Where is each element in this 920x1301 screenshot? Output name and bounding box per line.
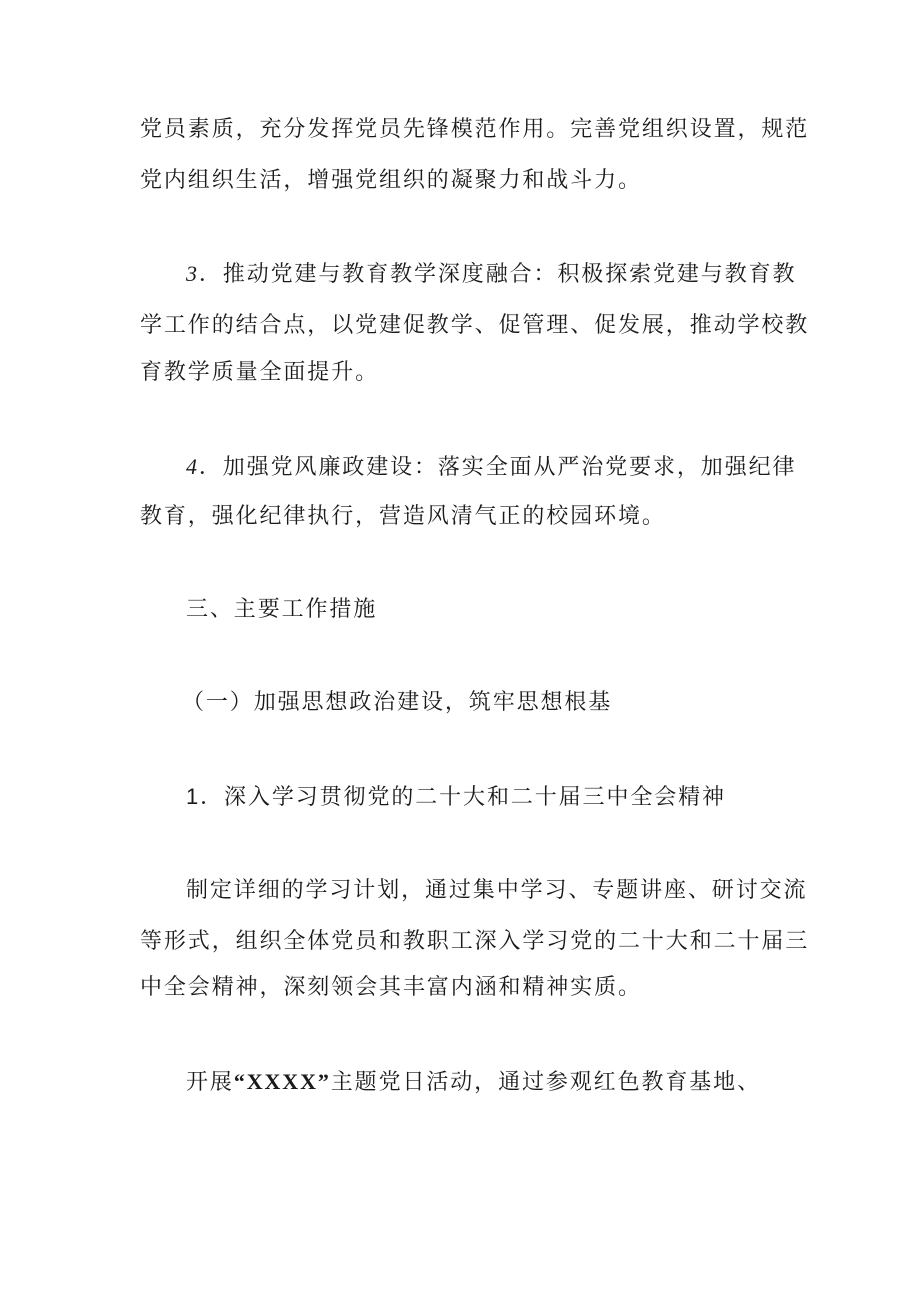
item-1-heading [186,782,726,813]
paragraph-1-line-2: 党内组织生活，增强党组织的凝聚力和战斗力。 [140,168,642,193]
item-1-text: ．深入学习贯彻党的二十大和二十届三中全会精神 [200,785,726,810]
paragraph-2-line-1 [186,259,796,290]
item-3-number: 3 [186,261,199,286]
subheading-1: （一）加强思想政治建设，筑牢思想根基 [182,690,613,715]
paragraph-3-line-2: 教育，强化纪律执行，营造风清气正的校园环境。 [140,504,666,529]
item-4-number: 4 [186,454,199,479]
item-1-number: 1 [186,784,201,809]
item-3-text: ．推动党建与教育教学深度融合：积极探索党建与教育教 [198,262,797,287]
paragraph-4-line-3: 中全会精神，深刻领会其丰富内涵和精神实质。 [140,975,642,1000]
paragraph-5-prefix: 开展 [186,1070,234,1095]
paragraph-4-line-2: 等形式，组织全体党员和教职工深入学习党的二十大和二十届三 [140,929,810,954]
paragraph-2-line-3: 育教学质量全面提升。 [140,360,380,385]
paragraph-5-line-1 [186,1067,761,1098]
paragraph-4-line-1: 制定详细的学习计划，通过集中学习、专题讲座、研讨交流 [186,878,808,903]
paragraph-3-line-1 [186,452,796,483]
paragraph-2-line-2: 学工作的结合点，以党建促教学、促管理、促发展，推动学校教 [140,313,810,338]
paragraph-5-quoted: “XXXX” [233,1069,331,1094]
section-heading-3: 三、主要工作措施 [186,597,378,622]
paragraph-1-line-1: 党员素质，充分发挥党员先锋模范作用。完善党组织设置，规范 [140,117,810,142]
paragraph-5-suffix: 主题党日活动，通过参观红色教育基地、 [330,1070,761,1095]
item-4-text: ．加强党风廉政建设：落实全面从严治党要求，加强纪律 [198,455,797,480]
